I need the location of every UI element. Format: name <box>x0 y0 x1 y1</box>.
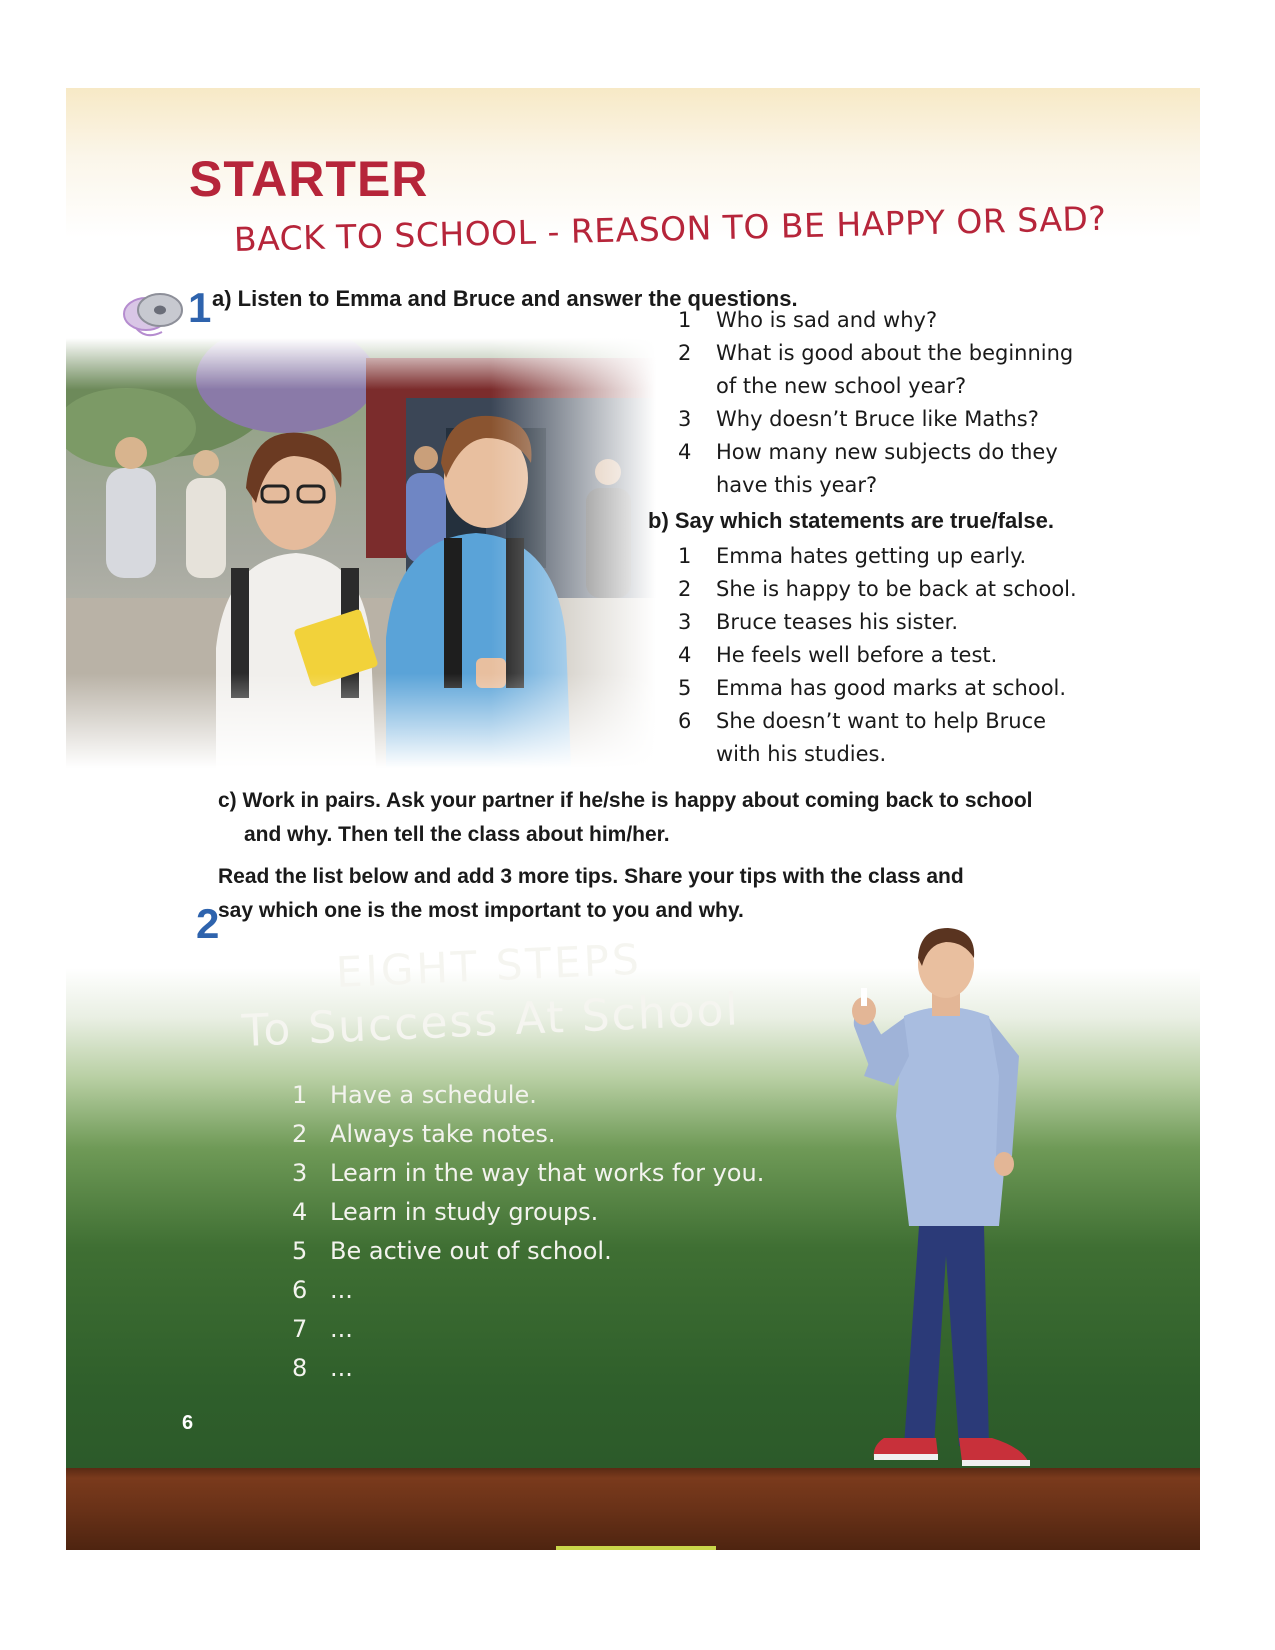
students-photo <box>66 338 656 768</box>
list-item: 6 ... <box>292 1276 353 1304</box>
boy-with-chalk-illustration <box>824 926 1064 1482</box>
list-item: 1 Who is sad and why? <box>678 308 938 332</box>
tips-list <box>292 1076 764 1388</box>
page-subtitle: BACK TO SCHOOL - REASON TO BE HAPPY OR SAD? <box>233 198 1107 259</box>
exercise-2-line1: Read the list below and add 3 more tips. Share your tips with the class and <box>218 865 964 888</box>
cd-audio-icon[interactable] <box>116 288 192 340</box>
list-item: 2 She is happy to be back at school. <box>678 577 1077 601</box>
list-item-continuation: of the new school year? <box>716 374 967 398</box>
list-item-continuation: with his studies. <box>716 742 887 766</box>
list-item: 8 ... <box>292 1354 353 1382</box>
list-item: 5 Emma has good marks at school. <box>678 676 1067 700</box>
exercise-1c-line1: c) Work in pairs. Ask your partner if he/she is happy about coming back to school <box>218 789 1033 812</box>
list-item: 6 She doesn’t want to help Bruce <box>678 709 1047 733</box>
list-item: 2 What is good about the beginning <box>678 341 1074 365</box>
board-title-line2: To Success At School <box>240 984 741 1057</box>
list-item: 3 Learn in the way that works for you. <box>292 1159 765 1187</box>
list-item: 3 Bruce teases his sister. <box>678 610 959 634</box>
textbook-page <box>66 88 1200 1550</box>
exercise-1b-statements <box>678 540 1108 771</box>
list-item: 5 Be active out of school. <box>292 1237 612 1265</box>
list-item: 3 Why doesn’t Bruce like Maths? <box>678 407 1039 431</box>
exercise-1a-questions <box>678 304 1108 502</box>
page-title: STARTER <box>189 151 429 207</box>
exercise-1c-line2: and why. Then tell the class about him/her. <box>244 823 670 846</box>
list-item-continuation: have this year? <box>716 473 878 497</box>
exercise-1b-instruction: b) Say which statements are true/false. <box>648 508 1054 533</box>
exercise-1-number: 1 <box>188 284 212 331</box>
board-title-line1: EIGHT STEPS <box>334 934 643 997</box>
list-item: 4 Learn in study groups. <box>292 1198 599 1226</box>
list-item: 1 Have a schedule. <box>292 1081 537 1109</box>
list-item: 4 How many new subjects do they <box>678 440 1058 464</box>
floor-accent-strip <box>556 1546 716 1550</box>
list-item: 7 ... <box>292 1315 353 1343</box>
exercise-2-number: 2 <box>196 900 220 947</box>
list-item: 4 He feels well before a test. <box>678 643 998 667</box>
exercise-2-line2: say which one is the most important to you and why. <box>218 899 744 922</box>
list-item: 1 Emma hates getting up early. <box>678 544 1027 568</box>
page-number: 6 <box>182 1412 194 1434</box>
exercise-1a-instruction: a) Listen to Emma and Bruce and answer the questions. <box>212 286 798 311</box>
list-item: 2 Always take notes. <box>292 1120 556 1148</box>
